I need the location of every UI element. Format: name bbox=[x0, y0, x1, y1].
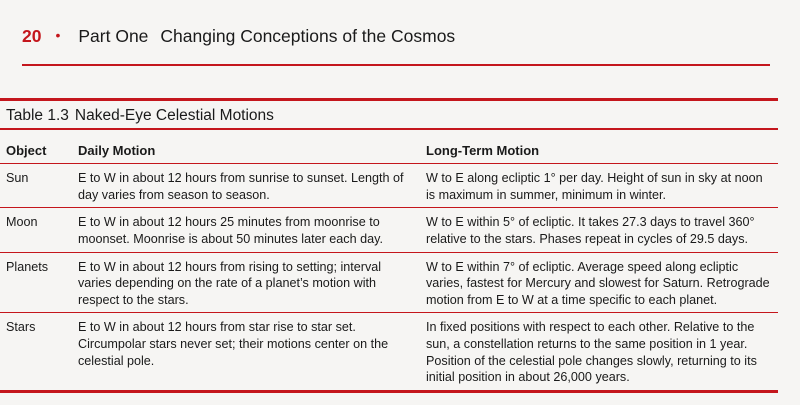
table-row bbox=[0, 164, 778, 208]
header-object: Object bbox=[6, 143, 47, 159]
table-row bbox=[0, 313, 778, 391]
table-number: Table 1.3 bbox=[6, 107, 69, 124]
header-rule bbox=[22, 64, 770, 66]
cell-daily-motion: E to W in about 12 hours from sunrise to sunset. Length of day varies from season to season. bbox=[78, 171, 404, 202]
chapter-title: Changing Conceptions of the Cosmos bbox=[160, 26, 456, 46]
cell-object: Moon bbox=[6, 215, 38, 230]
header-long-term-motion: Long-Term Motion bbox=[426, 143, 540, 159]
cell-long-term-motion: In fixed positions with respect to each other. Relative to the sun, a constellation returns to the same position in 1 year. Position of the celestial pole changes slowly, returning to its initial position in about 26,000 years. bbox=[426, 320, 757, 385]
cell-daily-motion: E to W in about 12 hours from star rise to star set. Circumpolar stars never set; their motions center on the celestial pole. bbox=[78, 320, 389, 368]
cell-object: Planets bbox=[6, 259, 49, 274]
cell-object: Sun bbox=[6, 171, 29, 186]
table-header-row bbox=[0, 130, 778, 164]
celestial-motions-table bbox=[0, 130, 778, 393]
cell-long-term-motion: W to E within 7° of ecliptic. Average speed along ecliptic varies, fastest for Mercury and slowest for Saturn. Retrograde motion from E to W at a time specific to each planet. bbox=[426, 259, 770, 307]
cell-daily-motion: E to W in about 12 hours 25 minutes from moonrise to moonset. Moonrise is about 50 minutes later each day. bbox=[78, 215, 383, 247]
celestial-motions-table-block bbox=[0, 98, 778, 393]
header-daily-motion: Daily Motion bbox=[78, 143, 156, 159]
running-head bbox=[22, 28, 455, 46]
table-caption bbox=[0, 101, 778, 128]
cell-long-term-motion: W to E within 5° of ecliptic. It takes 27.3 days to travel 360° relative to the stars. Phases repeat in cycles of 29.5 days. bbox=[426, 215, 755, 247]
table-row bbox=[0, 252, 778, 313]
page-number: 20 bbox=[22, 26, 42, 46]
cell-object: Stars bbox=[6, 320, 36, 335]
part-label: Part One bbox=[78, 26, 149, 46]
cell-long-term-motion: W to E along ecliptic 1° per day. Height of sun in sky at noon is maximum in summer, minimum in winter. bbox=[426, 171, 763, 202]
separator-bullet: • bbox=[55, 27, 61, 43]
cell-daily-motion: E to W in about 12 hours from rising to setting; interval varies depending on the rate of a planet’s motion with respect to the stars. bbox=[78, 259, 382, 307]
table-title: Naked-Eye Celestial Motions bbox=[74, 107, 274, 124]
table-row bbox=[0, 208, 778, 252]
